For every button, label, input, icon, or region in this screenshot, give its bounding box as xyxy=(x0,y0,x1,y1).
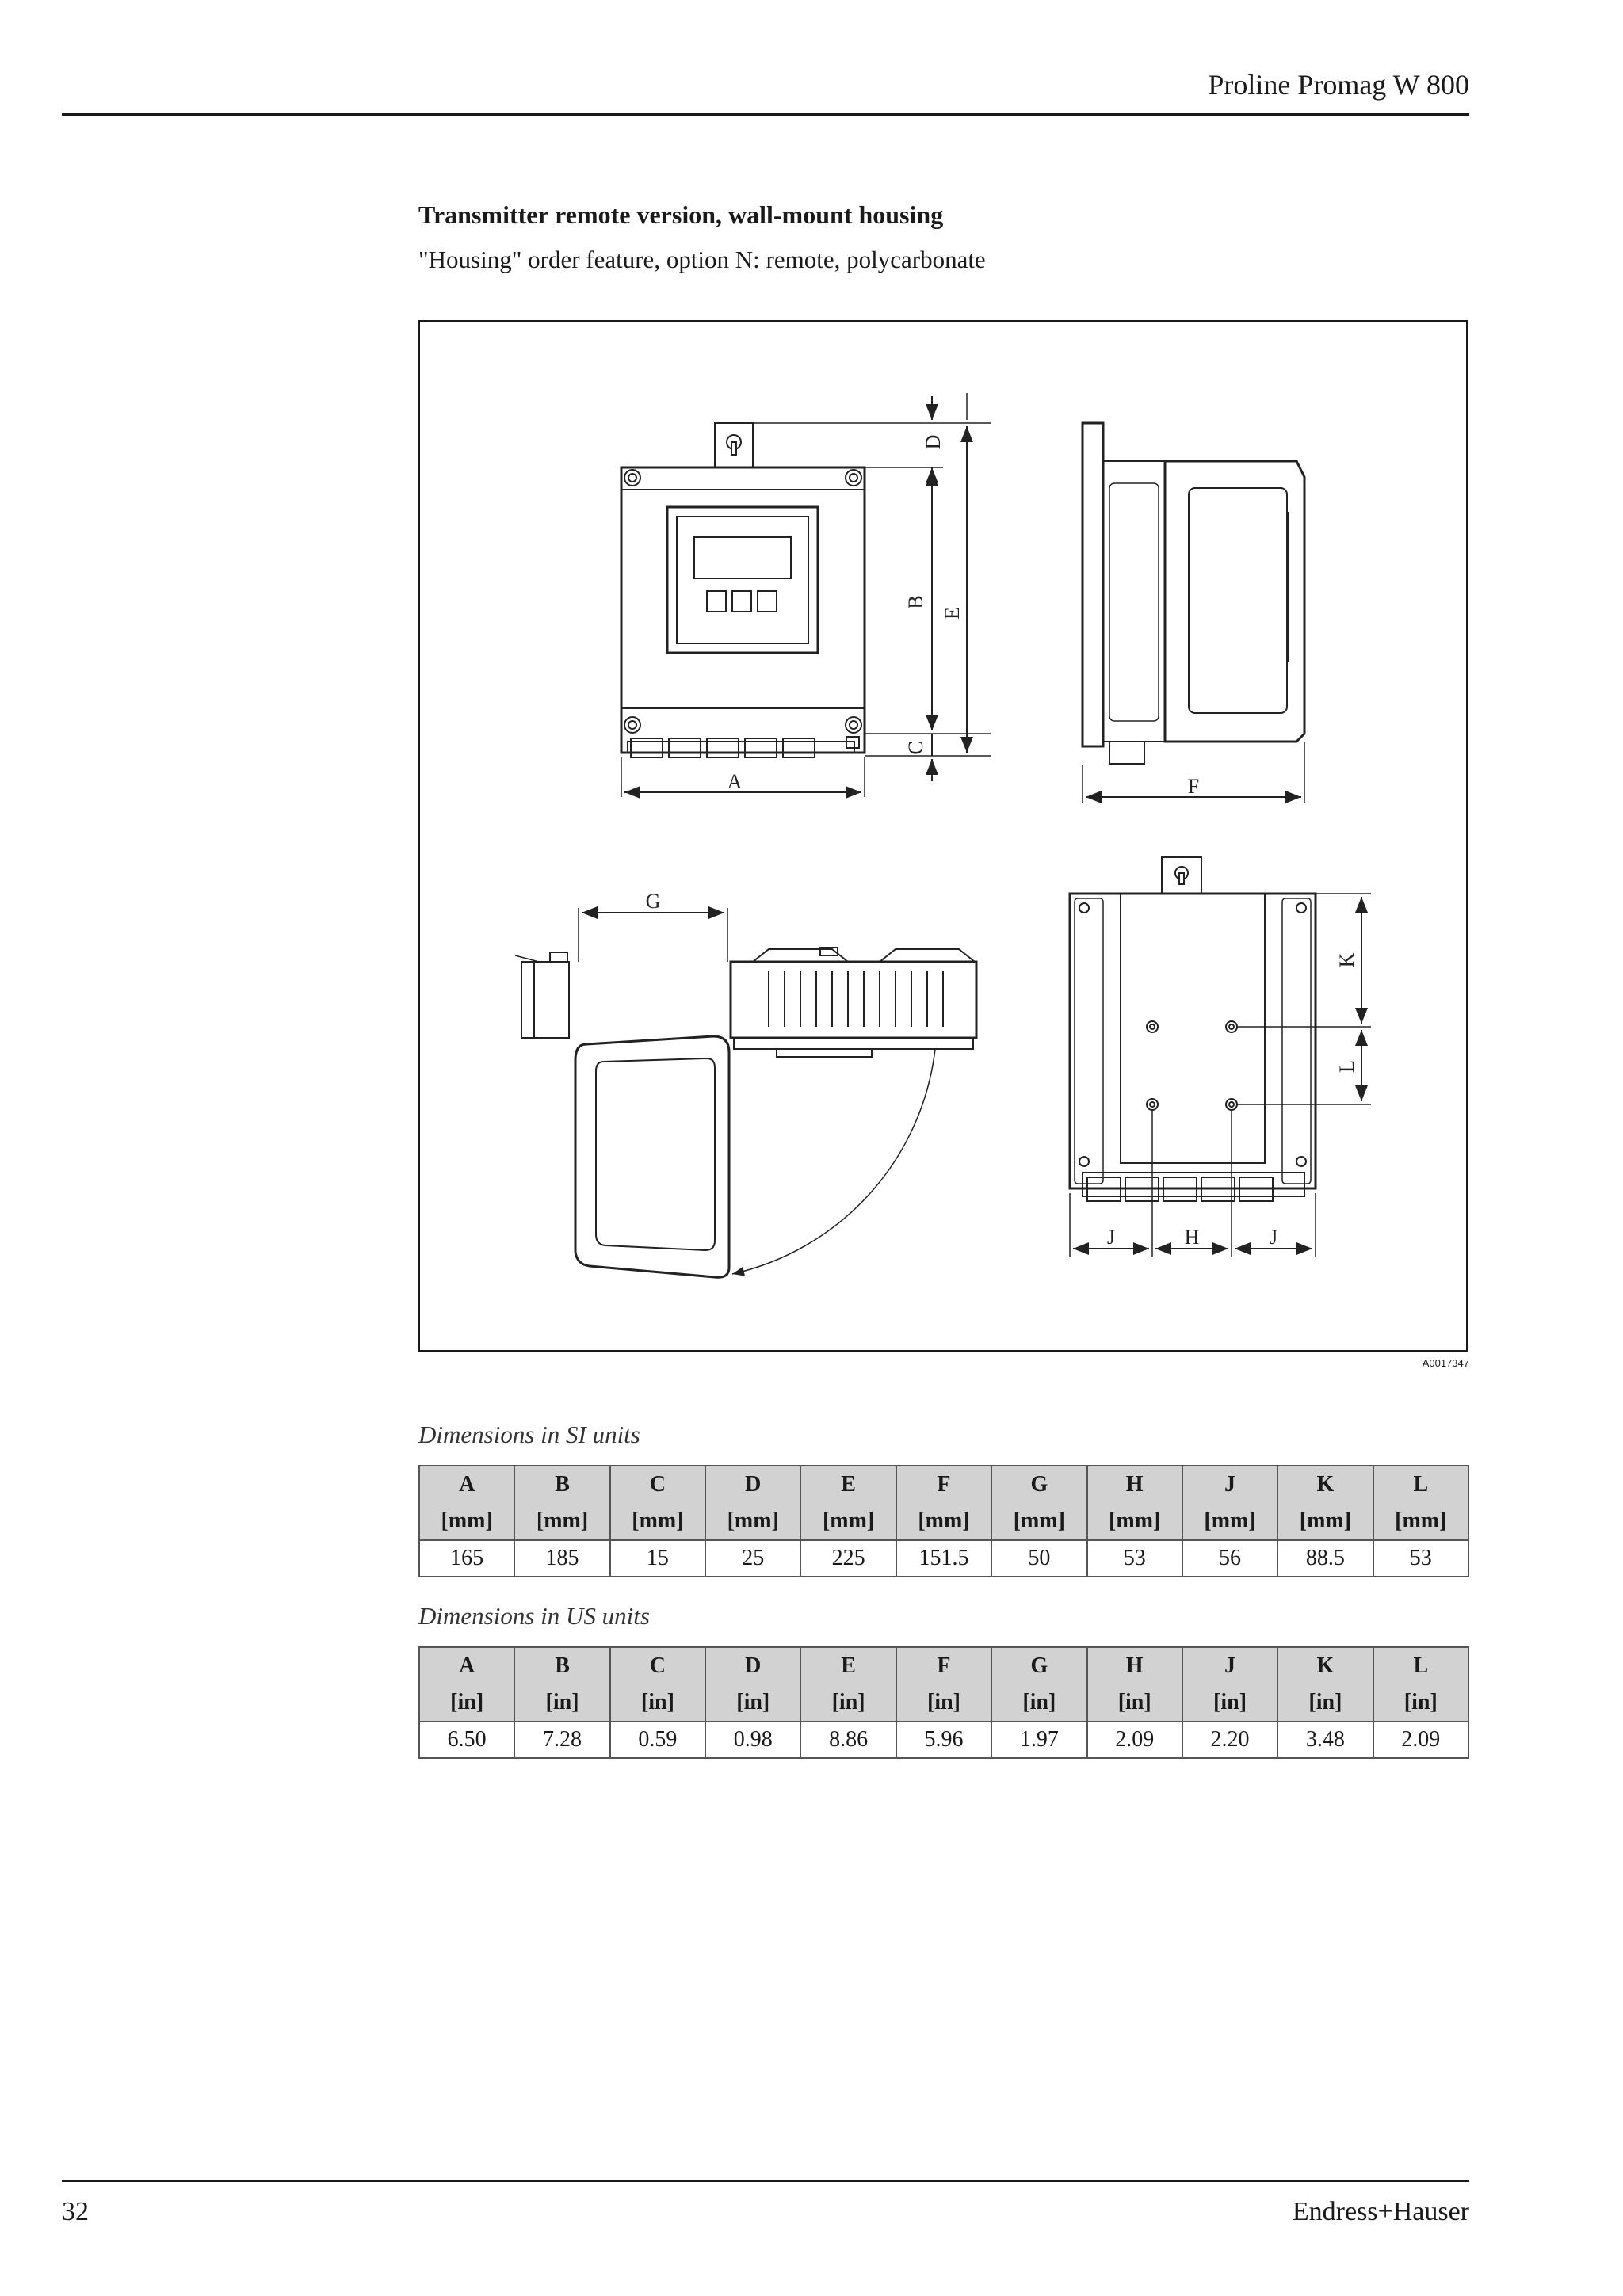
us-value-cell: 3.48 xyxy=(1277,1722,1373,1758)
dim-label-j-right: J xyxy=(1269,1226,1278,1249)
us-values-row xyxy=(419,1722,1468,1758)
dimension-drawing-svg xyxy=(420,322,1469,1353)
dim-label-k: K xyxy=(1335,952,1358,968)
si-header-letter: F xyxy=(896,1466,991,1503)
us-header-letter: A xyxy=(419,1647,514,1684)
side-view xyxy=(1083,423,1304,803)
us-header-unit: [in] xyxy=(1182,1684,1277,1722)
si-header-letter: C xyxy=(610,1466,705,1503)
si-header-unit: [mm] xyxy=(896,1503,991,1540)
si-value-cell: 185 xyxy=(514,1540,609,1577)
si-header-unit: [mm] xyxy=(991,1503,1086,1540)
si-value-cell: 15 xyxy=(610,1540,705,1577)
front-view xyxy=(621,393,991,797)
dimension-drawing xyxy=(418,320,1468,1352)
si-value-cell: 53 xyxy=(1087,1540,1182,1577)
section-title: Transmitter remote version, wall-mount housing xyxy=(418,200,944,229)
si-value-cell: 151.5 xyxy=(896,1540,991,1577)
si-header-letter: G xyxy=(991,1466,1086,1503)
page-header-title: Proline Promag W 800 xyxy=(1208,69,1469,101)
us-header-letter: F xyxy=(896,1647,991,1684)
si-header-letter: B xyxy=(514,1466,609,1503)
us-value-cell: 2.09 xyxy=(1087,1722,1182,1758)
us-header-letter: D xyxy=(705,1647,800,1684)
si-header-letter: D xyxy=(705,1466,800,1503)
dim-label-d: D xyxy=(922,434,945,450)
us-header-letter: J xyxy=(1182,1647,1277,1684)
back-view xyxy=(1070,857,1371,1257)
us-header-unit: [in] xyxy=(419,1684,514,1722)
us-dimensions-table xyxy=(418,1646,1469,1759)
us-value-cell: 8.86 xyxy=(800,1722,896,1758)
si-header-units-row xyxy=(419,1503,1468,1540)
si-header-letter: E xyxy=(800,1466,896,1503)
si-value-cell: 50 xyxy=(991,1540,1086,1577)
si-header-unit: [mm] xyxy=(514,1503,609,1540)
si-value-cell: 165 xyxy=(419,1540,514,1577)
header-rule xyxy=(62,113,1469,116)
si-value-cell: 25 xyxy=(705,1540,800,1577)
us-header-unit: [in] xyxy=(800,1684,896,1722)
section-subtitle: "Housing" order feature, option N: remote, polycarbonate xyxy=(418,246,986,273)
figure-id: A0017347 xyxy=(1422,1357,1469,1369)
us-header-unit: [in] xyxy=(514,1684,609,1722)
si-header-letter: L xyxy=(1373,1466,1468,1503)
si-value-cell: 56 xyxy=(1182,1540,1277,1577)
us-header-unit: [in] xyxy=(1373,1684,1468,1722)
dim-label-c: C xyxy=(904,741,927,755)
dim-label-g: G xyxy=(645,890,661,913)
footer-rule xyxy=(62,2180,1469,2182)
si-header-unit: [mm] xyxy=(705,1503,800,1540)
dim-label-l: L xyxy=(1335,1060,1358,1073)
si-header-unit: [mm] xyxy=(1087,1503,1182,1540)
si-header-unit: [mm] xyxy=(800,1503,896,1540)
us-value-cell: 0.59 xyxy=(610,1722,705,1758)
us-header-letter: H xyxy=(1087,1647,1182,1684)
si-header-unit: [mm] xyxy=(610,1503,705,1540)
us-value-cell: 5.96 xyxy=(896,1722,991,1758)
dim-label-a: A xyxy=(727,770,743,793)
us-table-caption: Dimensions in US units xyxy=(418,1602,650,1630)
si-header-unit: [mm] xyxy=(1182,1503,1277,1540)
us-value-cell: 1.97 xyxy=(991,1722,1086,1758)
footer-brand: Endress+Hauser xyxy=(1292,2197,1469,2226)
dim-label-f: F xyxy=(1187,775,1200,798)
page-number: 32 xyxy=(62,2197,89,2226)
us-header-unit: [in] xyxy=(610,1684,705,1722)
us-header-letter: K xyxy=(1277,1647,1373,1684)
si-header-letters-row xyxy=(419,1466,1468,1503)
si-header-letter: H xyxy=(1087,1466,1182,1503)
us-header-letter: E xyxy=(800,1647,896,1684)
us-header-unit: [in] xyxy=(991,1684,1086,1722)
dim-label-h: H xyxy=(1184,1226,1200,1249)
us-header-letter: B xyxy=(514,1647,609,1684)
si-table-caption: Dimensions in SI units xyxy=(418,1421,640,1448)
us-header-letter: G xyxy=(991,1647,1086,1684)
open-cover-view xyxy=(515,890,976,1277)
dim-label-j-left: J xyxy=(1106,1226,1116,1249)
si-value-cell: 88.5 xyxy=(1277,1540,1373,1577)
dim-label-b: B xyxy=(904,595,927,609)
si-header-letter: K xyxy=(1277,1466,1373,1503)
us-header-letter: L xyxy=(1373,1647,1468,1684)
si-header-unit: [mm] xyxy=(1277,1503,1373,1540)
us-header-unit: [in] xyxy=(896,1684,991,1722)
dim-label-e: E xyxy=(941,607,964,620)
si-header-letter: J xyxy=(1182,1466,1277,1503)
si-values-row xyxy=(419,1540,1468,1577)
si-header-letter: A xyxy=(419,1466,514,1503)
us-header-unit: [in] xyxy=(1277,1684,1373,1722)
us-value-cell: 2.20 xyxy=(1182,1722,1277,1758)
si-value-cell: 225 xyxy=(800,1540,896,1577)
us-header-letter: C xyxy=(610,1647,705,1684)
us-header-units-row xyxy=(419,1684,1468,1722)
si-dimensions-table xyxy=(418,1465,1469,1577)
si-header-unit: [mm] xyxy=(1373,1503,1468,1540)
us-value-cell: 7.28 xyxy=(514,1722,609,1758)
us-value-cell: 2.09 xyxy=(1373,1722,1468,1758)
us-header-unit: [in] xyxy=(705,1684,800,1722)
si-header-unit: [mm] xyxy=(419,1503,514,1540)
us-value-cell: 6.50 xyxy=(419,1722,514,1758)
us-header-letters-row xyxy=(419,1647,1468,1684)
si-value-cell: 53 xyxy=(1373,1540,1468,1577)
us-value-cell: 0.98 xyxy=(705,1722,800,1758)
us-header-unit: [in] xyxy=(1087,1684,1182,1722)
